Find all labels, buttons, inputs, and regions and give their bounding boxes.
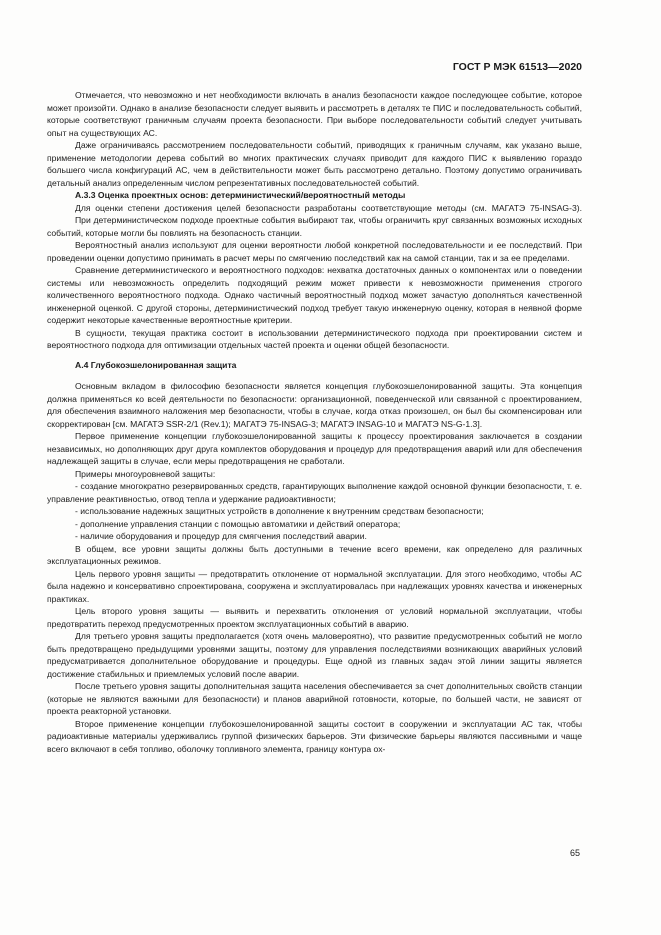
paragraph: Примеры многоуровневой защиты:: [75, 468, 216, 479]
paragraph: При детерминистическом подходе проектные события выбирают так, чтобы ограничить круг связанных возможных исходных событий, которые могли бы повлиять на безопасность станции.: [47, 215, 582, 238]
paragraph: Даже ограничиваясь рассмотрением последовательности событий, приводящих к граничным случаям, как указано выше, применение методологии дерева событий во многих практических случаях приводит для каждого ПИС к выявлению гораздо большего числа конфигураций АС, чем в действительности может быть рассмотрено детально. Поэтому допустимо ограничивать детальный анализ определенным числом репрезентативных последовательностей событий.: [47, 140, 582, 188]
list-item: - создание многократно резервированных средств, гарантирующих выполнение каждой основной функции безопасности, т. е. управление реактивностью, отвод тепла и удержание радиоактивности;: [47, 481, 582, 504]
paragraph: Цель второго уровня защиты — выявить и перехватить отклонения от условий нормальной эксплуатации, чтобы предотвратить переход предусмотренных проектом эксплуатационных событий в аварию.: [47, 606, 582, 629]
section-heading-a4: А.4 Глубокоэшелонированная защита: [75, 359, 237, 370]
paragraph: Для третьего уровня защиты предполагается (хотя очень маловероятно), что развитие предусмотренных событий не могло быть предотвращено предыдущими уровнями защиты, поэтому для управления последствиями возникающих аварийных условий предусматривается дополнительное оборудование и процедуры. Еще одной из главных задач этой линии защиты является достижение стабильных и приемлемых условий после аварии.: [47, 631, 582, 679]
list-item: - использование надежных защитных устройств в дополнение к внутренним средствам безопасности;: [75, 506, 484, 516]
paragraph: Цель первого уровня защиты — предотвратить отклонение от нормальной эксплуатации. Для этого необходимо, чтобы АС была надежно и консервативно спроектирована, сооружена и эксплуатировалась при надлежащих уровнях качества и инженерных практиках.: [47, 568, 582, 604]
paragraph: Для оценки степени достижения целей безопасности разработаны соответствующие методы (см. МАГАТЭ 75-INSAG-3).: [75, 202, 582, 213]
paragraph: Первое применение концепции глубокоэшелонированной защиты к процессу проектирования заключается в создании независимых, но дополняющих друг друга комплектов оборудования и процедур для предотвращения аварий или для обеспечения надлежащей защиты в случае, если меры предотвращения не сработали.: [47, 431, 582, 466]
list-item: - наличие оборудования и процедур для смягчения последствий аварии.: [75, 531, 367, 541]
paragraph: Второе применение концепции глубокоэшелонированной защиты состоит в сооружении и эксплуатации АС так, чтобы радиоактивные материалы удерживались группой физических барьеров. Эти физические барьеры являются пассивными и чаще всего включают в себя топливо, оболочку топливного элемента, границу контура ох-: [47, 718, 582, 754]
paragraph: Отмечается, что невозможно и нет необходимости включать в анализ безопасности каждое последующее событие, которое может произойти. Однако в анализе безопасности следует выявить и рассмотреть в деталях те ПИС и последовательность событий, которые соответствуют граничным случаям проекта безопасности. При выборе последовательности событий следует учитывать опыт на существующих АС.: [47, 90, 582, 138]
document-header-id: ГОСТ Р МЭК 61513—2020: [452, 61, 582, 73]
paragraph: Сравнение детерминистического и вероятностного подходов: нехватка достаточных данных о компонентах или о поведении системы или невозможность определить подходящий режим может привести к невозможности применения строгого количественного вероятностного подхода. Однако частичный вероятностный подход может зачастую дополняться качественной инженерной оценкой. С другой стороны, детерминистический подход требует такую инженерную оценку, которая в неявной форме содержит некоторые качественные вероятностные критерии.: [47, 265, 582, 325]
list-item: - дополнение управления станции с помощью автоматики и действий оператора;: [75, 518, 401, 529]
page-number: 65: [569, 848, 580, 858]
paragraph: После третьего уровня защиты дополнительная защита населения обеспечивается за счет дополнительных свойств станции (которые не являются важными для безопасности) и планов аварийной готовности, которые, по большей части, не зависят от проекта реакторной установки.: [47, 681, 582, 716]
page-body: [47, 89, 582, 755]
paragraph: В общем, все уровни защиты должны быть доступными в течение всего времени, как определено для различных эксплуатационных режимов.: [47, 543, 582, 566]
paragraph: Основным вкладом в философию безопасности является концепция глубокоэшелонированной защиты. Эта концепция должна применяться ко всей деятельности по безопасности: организационной, поведенческой или связанной с проектированием, для обеспечения взаимного наложения мер безопасности, чтобы в случае, когда отказ произошел, он был бы скомпенсирован или скорректирован [см. МАГАТЭ SSR-2/1 (Rev.1); МАГАТЭ 75-INSAG-3; МАГАТЭ INSAG-10 и МАГАТЭ NS-G-1.3].: [47, 381, 582, 429]
paragraph: В сущности, текущая практика состоит в использовании детерминистического подхода при проектировании систем и вероятностного подхода для оптимизации отдельных частей проекта и оценки общей безопасности.: [47, 327, 582, 350]
paragraph: Вероятностный анализ используют для оценки вероятности любой конкретной последовательности и ее последствий. При проведении оценки допустимо принимать в расчет меры по смягчению последствий как на самой станции, так и за ее пределами.: [47, 240, 582, 263]
section-heading-a33: А.3.3 Оценка проектных основ: детерминистический/вероятностный методы: [75, 190, 406, 200]
